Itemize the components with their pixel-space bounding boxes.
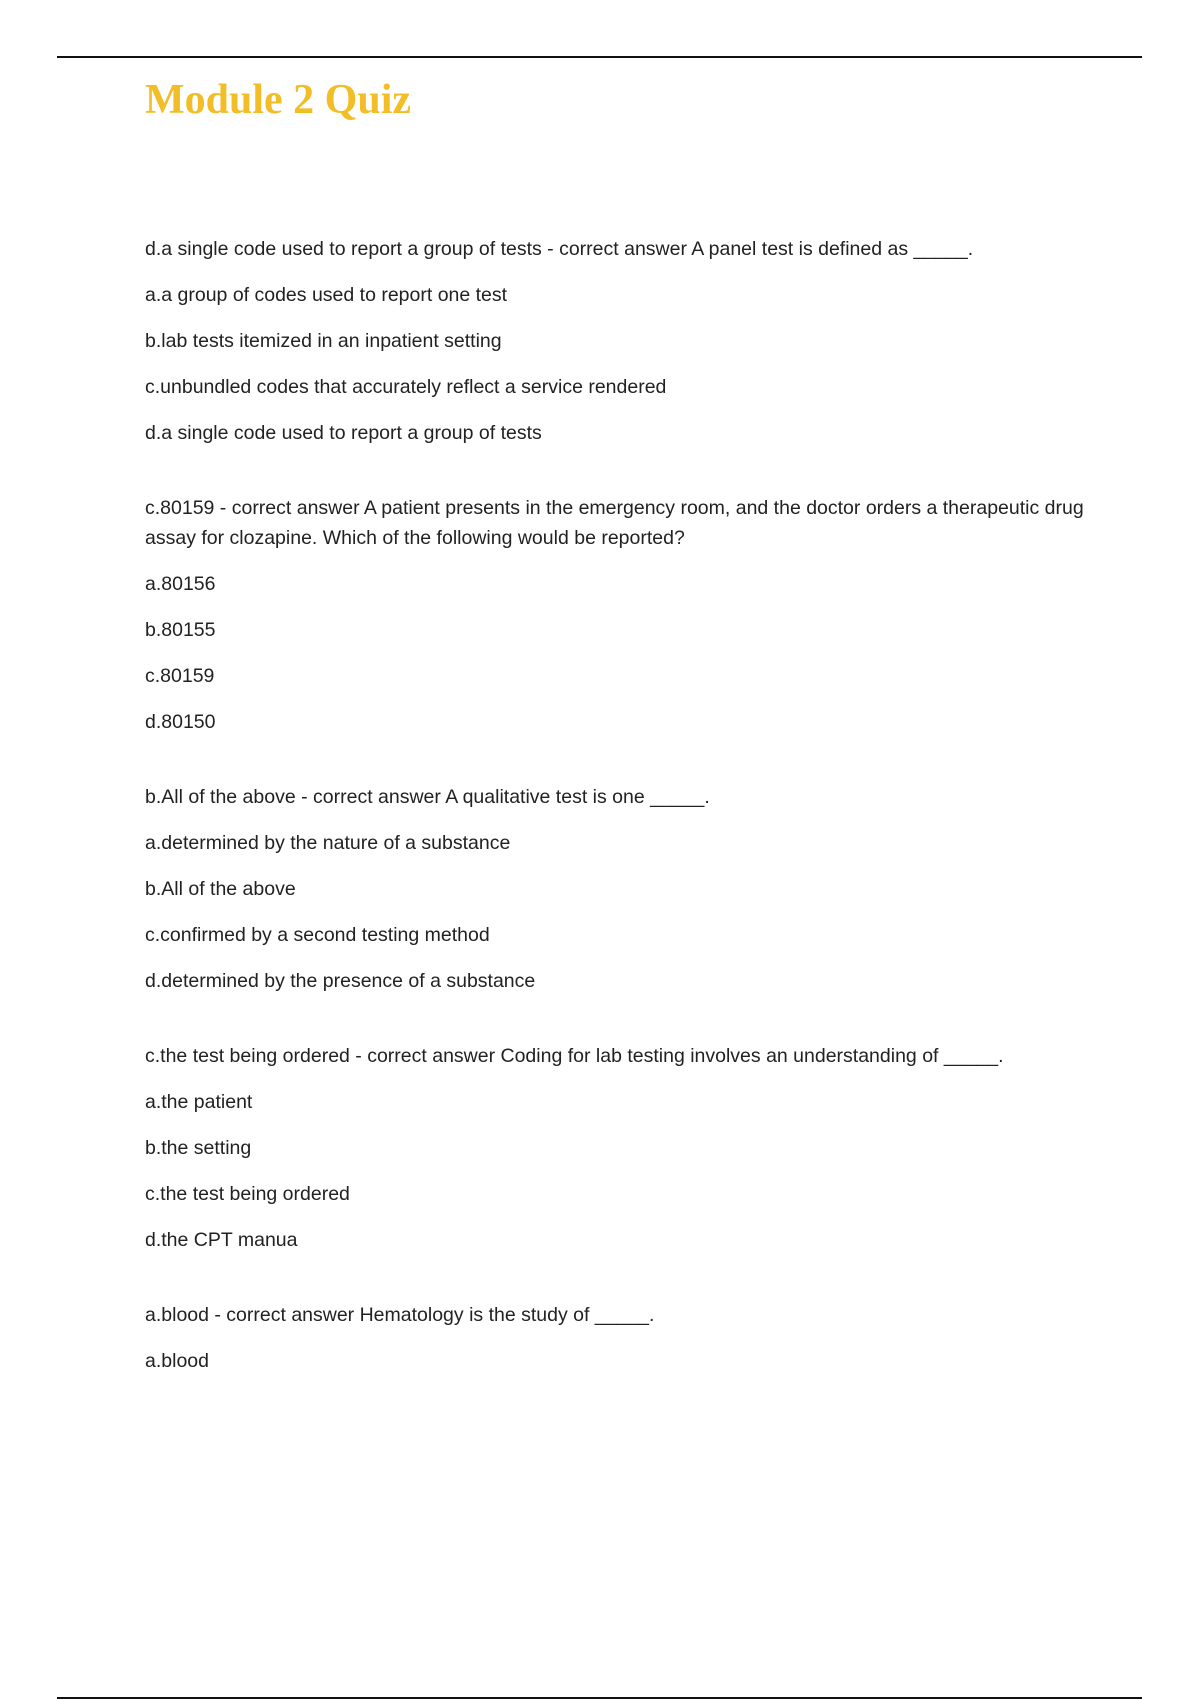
answer-option: b.the setting	[145, 1137, 252, 1159]
question-stem: d.a single code used to report a group of tests - correct answer A panel test is defined as _____.	[145, 238, 974, 260]
bottom-rule	[57, 1697, 1142, 1699]
question-block	[145, 234, 1085, 448]
top-rule	[57, 56, 1142, 58]
question-block	[145, 1300, 1085, 1376]
answer-option: b.All of the above	[145, 878, 296, 900]
question-stem: a.blood - correct answer Hematology is the study of _____.	[145, 1304, 655, 1326]
answer-option: b.lab tests itemized in an inpatient setting	[145, 330, 502, 352]
question-stem: c.80159 - correct answer A patient presents in the emergency room, and the doctor orders a therapeutic drug assay for clozapine. Which of the following would be reported?	[145, 497, 1084, 549]
answer-option: a.80156	[145, 573, 216, 595]
question-stem: c.the test being ordered - correct answer Coding for lab testing involves an understanding of _____.	[145, 1045, 1004, 1067]
answer-option: a.determined by the nature of a substance	[145, 832, 511, 854]
answer-option: b.80155	[145, 619, 216, 641]
page-title: Module 2 Quiz	[145, 77, 412, 123]
answer-option: a.a group of codes used to report one test	[145, 284, 508, 306]
answer-option: c.the test being ordered	[145, 1183, 350, 1205]
quiz-content	[145, 234, 1085, 1421]
answer-option: c.80159	[145, 665, 215, 687]
answer-option: c.unbundled codes that accurately reflect a service rendered	[145, 376, 667, 398]
answer-option: d.the CPT manua	[145, 1229, 298, 1251]
question-block	[145, 782, 1085, 996]
answer-option: d.80150	[145, 711, 216, 733]
answer-option: a.the patient	[145, 1091, 253, 1113]
answer-option: d.determined by the presence of a substance	[145, 970, 536, 992]
answer-option: a.blood	[145, 1350, 209, 1372]
answer-option: c.confirmed by a second testing method	[145, 924, 490, 946]
answer-option: d.a single code used to report a group of tests	[145, 422, 542, 444]
question-block	[145, 1041, 1085, 1255]
question-block	[145, 493, 1085, 737]
question-stem: b.All of the above - correct answer A qualitative test is one _____.	[145, 786, 710, 808]
